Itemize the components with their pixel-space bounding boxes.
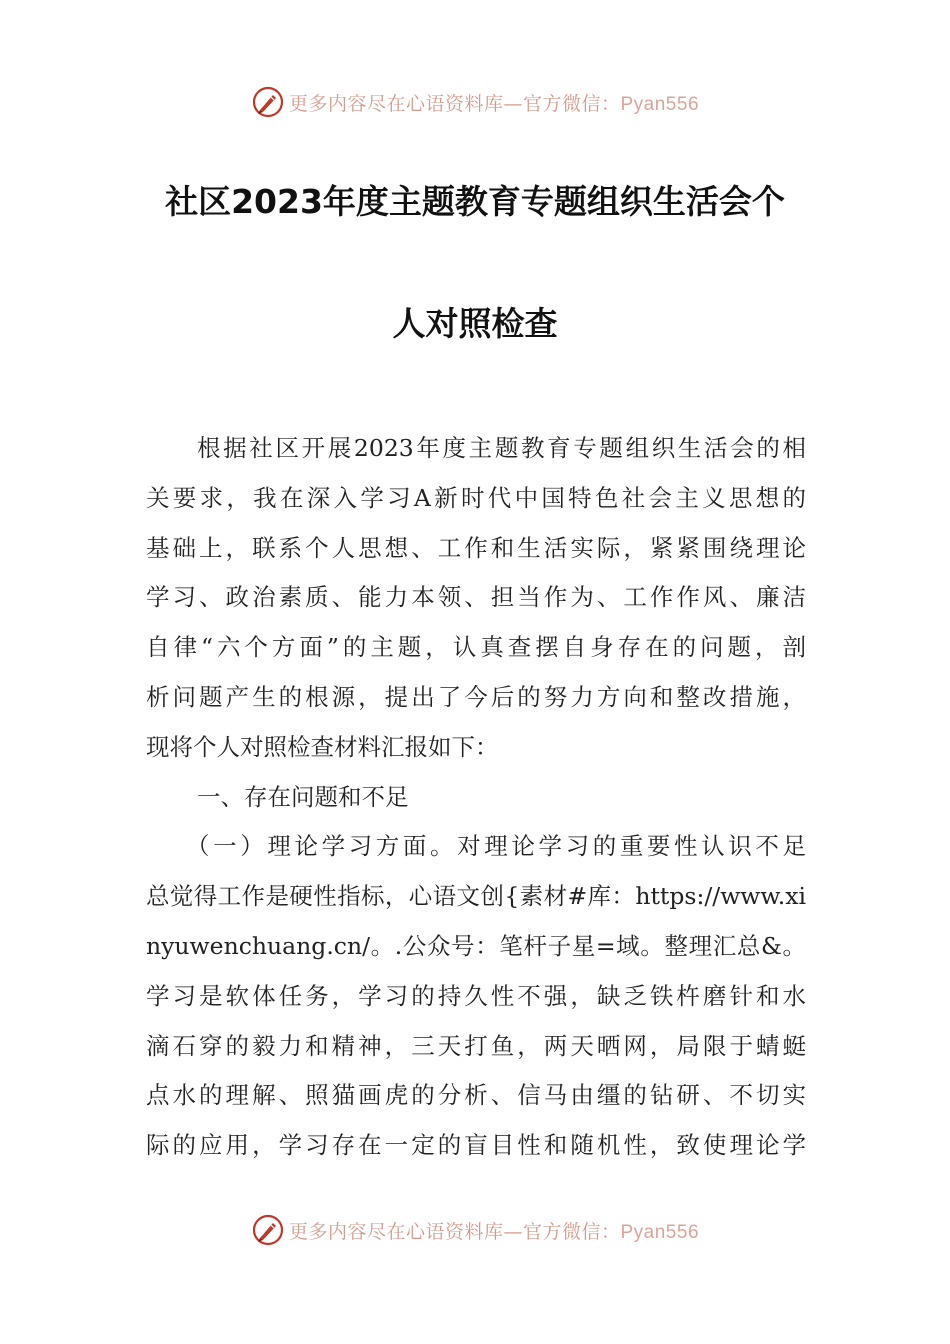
document-title-line-2: 人对照检查 [392,304,558,343]
paragraph-line: 滴石穿的毅力和精神，三天打鱼，两天晒网，局限于蜻蜓 [146,1031,806,1060]
paragraph-line: 现将个人对照检查材料汇报如下： [146,732,499,761]
document-title-line-1: 社区2023年度主题教育专题组织生活会个 [165,182,785,221]
section-heading: 一、存在问题和不足 [197,782,409,811]
watermark-text: 更多内容尽在心语资料库—官方微信：Pyan556 [288,1220,700,1243]
paragraph-line: 自律“六个方面”的主题，认真查摆自身存在的问题，剖 [146,633,806,662]
paragraph-line: nyuwenchuang.cn/。.公众号：笔杆子星=域。整理汇总&。 [146,931,806,960]
paragraph-line: 总觉得工作是硬性指标，心语文创{素材#库：https://www.xi [146,882,806,911]
paragraph-line: 基础上，联系个人思想、工作和生活实际，紧紧围绕理论 [146,533,806,562]
pen-logo-icon [251,85,285,119]
paragraph-line: 学习是软体任务，学习的持久性不强，缺乏铁杵磨针和水 [146,981,806,1010]
header-watermark [0,82,950,122]
document-body [146,424,806,1171]
paragraph-line: 点水的理解、照猫画虎的分析、信马由缰的钻研、不切实 [146,1081,806,1110]
subsection-line: （一）理论学习方面。对理论学习的重要性认识不足 [186,832,806,861]
footer-watermark [0,1210,950,1250]
paragraph-line: 际的应用，学习存在一定的盲目性和随机性，致使理论学 [146,1131,806,1160]
paragraph-line: 析问题产生的根源，提出了今后的努力方向和整改措施， [146,682,806,711]
pen-logo-icon [251,1213,285,1247]
paragraph-line: 关要求，我在深入学习A新时代中国特色社会主义思想的 [146,483,806,512]
watermark-text: 更多内容尽在心语资料库—官方微信：Pyan556 [288,92,700,115]
paragraph-line: 根据社区开展2023年度主题教育专题组织生活会的相 [197,434,806,462]
paragraph-line: 学习、政治素质、能力本领、担当作为、工作作风、廉洁 [146,583,806,612]
